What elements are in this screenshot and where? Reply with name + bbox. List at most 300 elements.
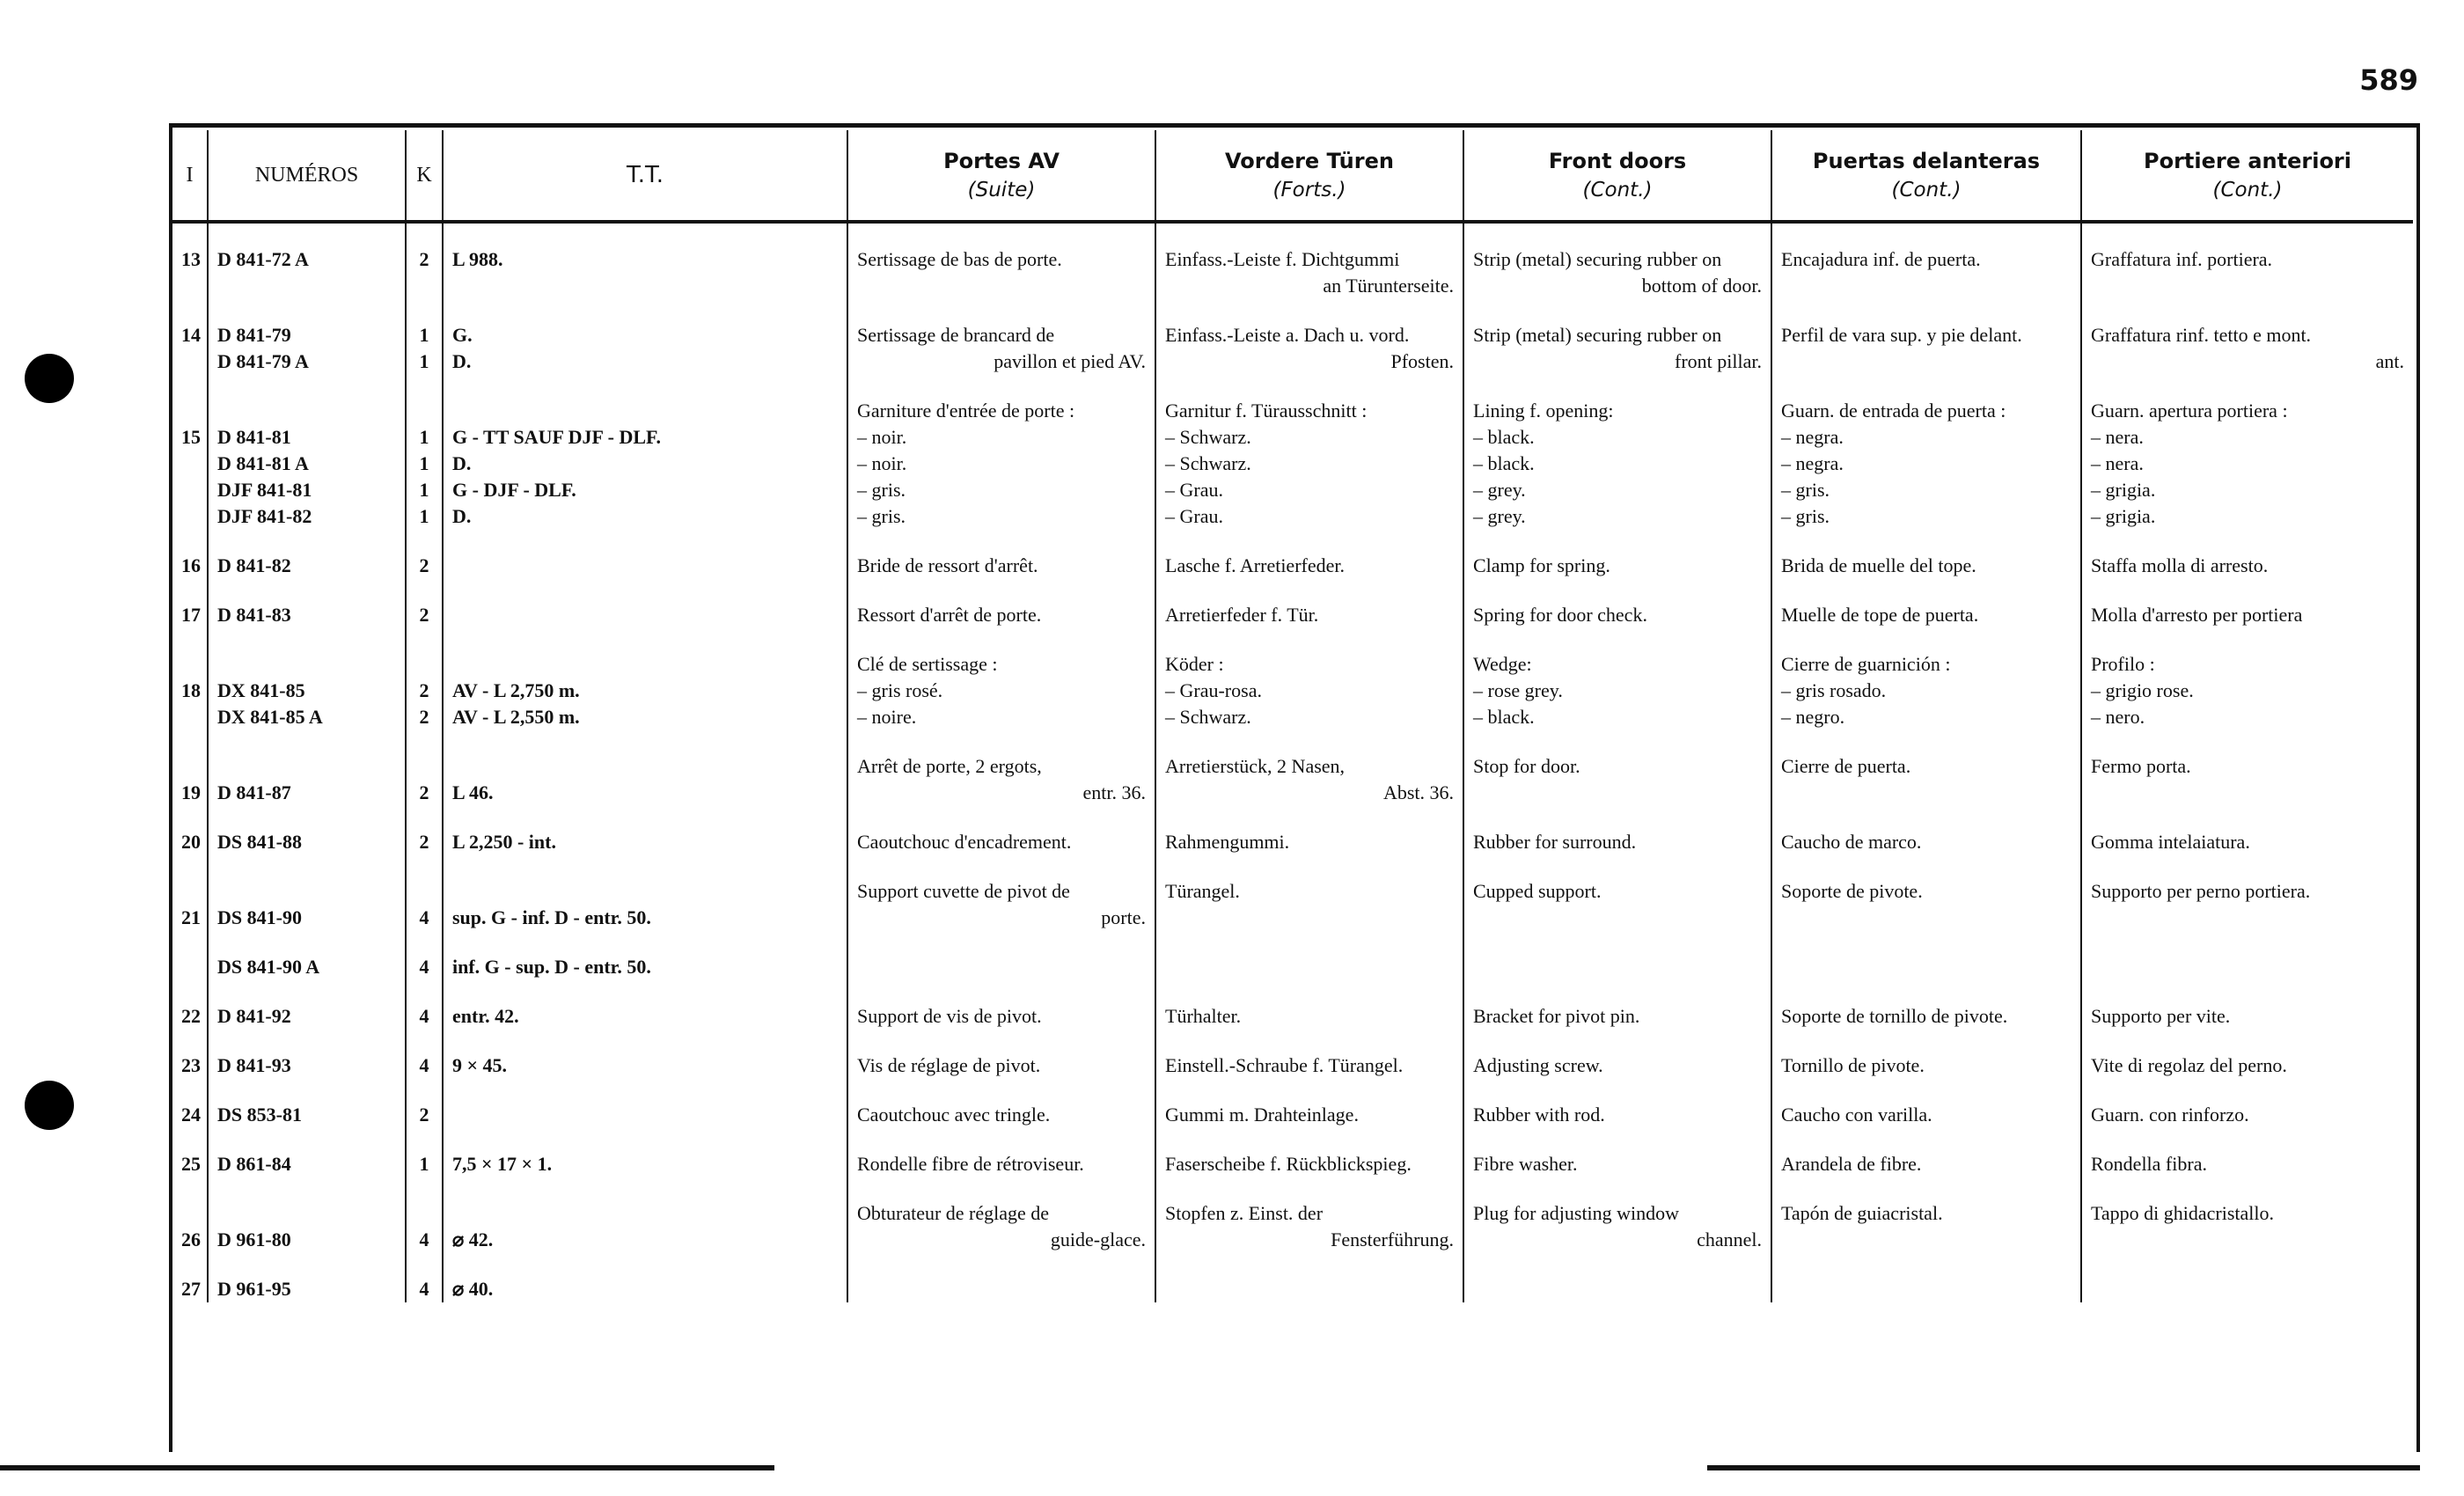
spacer-cell: [172, 1253, 208, 1276]
description-line-es: Encajadura inf. de puerta.: [1781, 248, 1981, 270]
description-line-es: – gris.: [1781, 479, 1830, 501]
page-number: 589: [2359, 63, 2418, 97]
spacer-cell: [406, 1079, 443, 1102]
blank-line: [452, 398, 838, 424]
row-spacer: [172, 579, 2413, 602]
description-line-it: Supporto per perno portiera.: [2091, 880, 2311, 902]
part-number: D 841-81: [217, 426, 291, 448]
quantity-cell: [406, 829, 443, 855]
spacer-cell: [1155, 1253, 1463, 1276]
description-en: [1463, 651, 1771, 730]
description-fr: [847, 398, 1155, 530]
quantity-cell: [406, 753, 443, 806]
quantity-cell: [406, 553, 443, 579]
part-number: D 841-79 A: [217, 350, 309, 372]
spacer-cell: [1463, 375, 1771, 398]
description-line-es: Muelle de tope de puerta.: [1781, 604, 1979, 626]
spacer-cell: [406, 530, 443, 553]
type-value: G - DJF - DLF.: [452, 479, 576, 501]
description-line-de: Abst. 36.: [1382, 781, 1454, 803]
description-line-en: – black.: [1473, 426, 1535, 448]
description-line-fr: – noire.: [857, 706, 917, 728]
spacer-cell: [847, 628, 1155, 651]
spacer-cell: [1771, 855, 2081, 878]
quantity-value: 4: [419, 1054, 429, 1076]
part-number: D 841-92: [217, 1005, 291, 1027]
spacer-cell: [208, 1128, 406, 1151]
row-spacer: [172, 806, 2413, 829]
quantity-cell: [406, 1151, 443, 1177]
part-number-cell: [208, 878, 406, 931]
spacer-cell: [1771, 1253, 2081, 1276]
spacer-cell: [1463, 628, 1771, 651]
row-spacer: [172, 299, 2413, 322]
spacer-cell: [1463, 730, 1771, 753]
description-es: [1771, 878, 2081, 931]
type-cell: [443, 602, 847, 628]
row-index-value: 20: [181, 831, 201, 853]
description-line-es: Cierre de guarnición :: [1781, 653, 1951, 675]
quantity-value: 1: [419, 350, 429, 372]
quantity-value: 2: [419, 248, 429, 270]
description-line-it: Fermo porta.: [2091, 755, 2191, 777]
spacer-cell: [1155, 628, 1463, 651]
header-lang-de: [1155, 130, 1463, 222]
description-line-de: Garnitur f. Türausschnitt :: [1165, 400, 1368, 422]
spacer-cell: [847, 931, 1155, 954]
description-line-de: Türhalter.: [1165, 1005, 1242, 1027]
header-lang-it-title: Portiere anteriori: [2143, 149, 2351, 173]
spacer-cell: [443, 222, 847, 246]
row-index: [172, 322, 208, 375]
description-it: [2081, 1276, 2413, 1302]
spacer-cell: [172, 628, 208, 651]
spacer-cell: [208, 806, 406, 829]
blank-line: [452, 753, 838, 780]
spacer-cell: [1463, 1030, 1771, 1052]
spacer-cell: [208, 1253, 406, 1276]
description-fr: [847, 651, 1155, 730]
spacer-cell: [1771, 980, 2081, 1003]
header-lang-es-sub: (Cont.): [1891, 179, 1962, 202]
description-fr: [847, 1102, 1155, 1128]
spacer-cell: [1155, 1030, 1463, 1052]
description-fr: [847, 1200, 1155, 1253]
description-de: [1155, 1102, 1463, 1128]
description-en: [1463, 878, 1771, 931]
spacer-cell: [2081, 730, 2413, 753]
description-line-en: Rubber for surround.: [1473, 831, 1637, 853]
description-line-it: Molla d'arresto per portiera: [2091, 604, 2303, 626]
part-number-cell: [208, 1003, 406, 1030]
row-index: [172, 1052, 208, 1079]
description-line-en: Plug for adjusting window: [1473, 1202, 1680, 1224]
part-number: D 961-80: [217, 1228, 291, 1250]
description-line-fr: – noir.: [857, 452, 907, 474]
description-line-de: Einstell.-Schraube f. Türangel.: [1165, 1054, 1404, 1076]
description-es: [1771, 1102, 2081, 1128]
description-line-en: Stop for door.: [1473, 755, 1580, 777]
description-es: [1771, 1200, 2081, 1253]
part-number: D 841-87: [217, 781, 291, 803]
spacer-cell: [1463, 980, 1771, 1003]
part-number-cell: [208, 954, 406, 980]
description-line-en: Bracket for pivot pin.: [1473, 1005, 1640, 1027]
description-line-es: Brida de muelle del tope.: [1781, 554, 1976, 576]
row-index: [172, 829, 208, 855]
blank-line: [217, 398, 396, 424]
header-lang-it-sub: (Cont.): [2212, 179, 2283, 202]
description-line-de: Arretierfeder f. Tür.: [1165, 604, 1319, 626]
part-number-cell: [208, 1200, 406, 1253]
description-line-fr: – noir.: [857, 426, 907, 448]
spacer-cell: [1771, 375, 2081, 398]
type-cell: [443, 1200, 847, 1253]
type-value: L 2,250 - int.: [452, 831, 556, 853]
parts-catalog-table: [172, 130, 2413, 1302]
part-number: DX 841-85: [217, 679, 305, 701]
catalog-body: [172, 222, 2413, 1302]
spacer-cell: [1155, 855, 1463, 878]
description-en: [1463, 1276, 1771, 1302]
description-es: [1771, 651, 2081, 730]
description-de: [1155, 878, 1463, 931]
header-tt: T.T.: [443, 130, 847, 222]
row-index-value: 15: [181, 426, 201, 448]
spacer-cell: [1463, 530, 1771, 553]
description-de: [1155, 602, 1463, 628]
spacer-cell: [172, 730, 208, 753]
description-fr: [847, 753, 1155, 806]
description-fr: [847, 1052, 1155, 1079]
quantity-value: 1: [419, 505, 429, 527]
quantity-cell: [406, 1276, 443, 1302]
spacer-cell: [1771, 579, 2081, 602]
description-line-it: Staffa molla di arresto.: [2091, 554, 2269, 576]
spacer-cell: [172, 1177, 208, 1200]
spacer-cell: [1155, 222, 1463, 246]
type-value: D.: [452, 350, 472, 372]
description-fr: [847, 878, 1155, 931]
description-line-de: Faserscheibe f. Rückblickspieg.: [1165, 1153, 1412, 1175]
description-de: [1155, 1276, 1463, 1302]
description-fr: [847, 1276, 1155, 1302]
description-line-fr: – gris.: [857, 479, 906, 501]
description-line-es: Tapón de guiacristal.: [1781, 1202, 1943, 1224]
description-line-fr: Support cuvette de pivot de: [857, 880, 1070, 902]
description-line-en: Fibre washer.: [1473, 1153, 1578, 1175]
description-line-en: Cupped support.: [1473, 880, 1602, 902]
description-de: [1155, 322, 1463, 375]
type-cell: [443, 1276, 847, 1302]
row-spacer: [172, 730, 2413, 753]
description-line-fr: Garniture d'entrée de porte :: [857, 400, 1075, 422]
spacer-cell: [1155, 579, 1463, 602]
spacer-cell: [406, 299, 443, 322]
type-cell: [443, 1003, 847, 1030]
row-index-value: 24: [181, 1104, 201, 1126]
quantity-cell: [406, 651, 443, 730]
spacer-cell: [172, 1079, 208, 1102]
row-spacer: [172, 530, 2413, 553]
description-line-es: Perfil de vara sup. y pie delant.: [1781, 324, 2022, 346]
part-number: D 841-83: [217, 604, 291, 626]
description-line-es: – negro.: [1781, 706, 1845, 728]
spacer-cell: [443, 530, 847, 553]
row-spacer: [172, 1128, 2413, 1151]
description-es: [1771, 1003, 2081, 1030]
row-index: [172, 1151, 208, 1177]
description-line-fr: Ressort d'arrêt de porte.: [857, 604, 1042, 626]
spacer-cell: [443, 806, 847, 829]
header-lang-de-sub: (Forts.): [1272, 179, 1346, 202]
quantity-cell: [406, 602, 443, 628]
spacer-cell: [2081, 375, 2413, 398]
description-it: [2081, 1151, 2413, 1177]
description-line-en: Strip (metal) securing rubber on: [1473, 248, 1722, 270]
description-es: [1771, 602, 2081, 628]
table-row: [172, 1200, 2413, 1253]
spacer-cell: [847, 1079, 1155, 1102]
table-row: [172, 651, 2413, 730]
description-fr: [847, 246, 1155, 299]
spacer-cell: [172, 931, 208, 954]
part-number: D 961-95: [217, 1278, 291, 1300]
type-cell: [443, 753, 847, 806]
spacer-cell: [443, 579, 847, 602]
spacer-cell: [2081, 931, 2413, 954]
spacer-cell: [2081, 1128, 2413, 1151]
row-index: [172, 602, 208, 628]
description-en: [1463, 322, 1771, 375]
part-number: D 841-79: [217, 324, 291, 346]
description-line-de: Einfass.-Leiste f. Dichtgummi: [1165, 248, 1400, 270]
blank-line: [181, 878, 198, 905]
row-index-value: 23: [181, 1054, 201, 1076]
description-es: [1771, 753, 2081, 806]
row-index: [172, 1200, 208, 1253]
spacer-cell: [1155, 1128, 1463, 1151]
spacer-cell: [208, 375, 406, 398]
type-value: AV - L 2,550 m.: [452, 706, 580, 728]
description-line-it: – nera.: [2091, 452, 2144, 474]
spacer-cell: [1463, 806, 1771, 829]
part-number-cell: [208, 246, 406, 299]
part-number-cell: [208, 602, 406, 628]
part-number-cell: [208, 1276, 406, 1302]
type-cell: [443, 1052, 847, 1079]
blank-line: [415, 753, 433, 780]
description-es: [1771, 954, 2081, 980]
description-es: [1771, 246, 2081, 299]
spacer-cell: [1771, 530, 2081, 553]
spacer-cell: [172, 299, 208, 322]
description-line-de: Fensterführung.: [1331, 1228, 1454, 1250]
row-index-value: 13: [181, 248, 201, 270]
quantity-value: 1: [419, 1153, 429, 1175]
blank-line: [181, 753, 198, 780]
spacer-cell: [406, 1128, 443, 1151]
row-spacer: [172, 1177, 2413, 1200]
spacer-cell: [2081, 1253, 2413, 1276]
description-en: [1463, 398, 1771, 530]
table-row: [172, 553, 2413, 579]
table-row: [172, 1003, 2413, 1030]
table-row: [172, 1276, 2413, 1302]
header-lang-en-sub: (Cont.): [1582, 179, 1653, 202]
spacer-cell: [208, 855, 406, 878]
description-it: [2081, 753, 2413, 806]
type-value: AV - L 2,750 m.: [452, 679, 580, 701]
spacer-cell: [1463, 299, 1771, 322]
spacer-cell: [1771, 730, 2081, 753]
spacer-cell: [2081, 222, 2413, 246]
row-spacer: [172, 980, 2413, 1003]
spacer-cell: [847, 980, 1155, 1003]
spacer-cell: [1463, 855, 1771, 878]
binding-hole-top: [25, 354, 74, 403]
type-value: entr. 42.: [452, 1005, 519, 1027]
spacer-cell: [406, 628, 443, 651]
table-row: [172, 829, 2413, 855]
spacer-cell: [406, 980, 443, 1003]
description-line-en: Adjusting screw.: [1473, 1054, 1603, 1076]
quantity-cell: [406, 954, 443, 980]
spacer-cell: [1155, 931, 1463, 954]
description-de: [1155, 246, 1463, 299]
row-index-value: 14: [181, 324, 201, 346]
description-line-it: Supporto per vite.: [2091, 1005, 2231, 1027]
description-line-de: Pfosten.: [1390, 350, 1454, 372]
quantity-cell: [406, 246, 443, 299]
spacer-cell: [172, 855, 208, 878]
spacer-cell: [172, 980, 208, 1003]
description-en: [1463, 1200, 1771, 1253]
spacer-cell: [443, 1128, 847, 1151]
spacer-cell: [1155, 375, 1463, 398]
spacer-cell: [443, 1079, 847, 1102]
blank-line: [217, 651, 396, 678]
header-lang-fr-sub: (Suite): [967, 179, 1036, 202]
description-it: [2081, 602, 2413, 628]
spacer-cell: [2081, 855, 2413, 878]
quantity-value: 2: [419, 781, 429, 803]
row-spacer: [172, 628, 2413, 651]
description-line-fr: entr. 36.: [1082, 781, 1146, 803]
quantity-value: 1: [419, 479, 429, 501]
table-row: [172, 1052, 2413, 1079]
description-de: [1155, 651, 1463, 730]
spacer-cell: [406, 931, 443, 954]
row-index: [172, 246, 208, 299]
table-row: [172, 246, 2413, 299]
spacer-cell: [406, 806, 443, 829]
spacer-cell: [2081, 299, 2413, 322]
spacer-cell: [847, 299, 1155, 322]
quantity-value: 4: [419, 906, 429, 928]
blank-line: [217, 1200, 396, 1227]
description-line-it: Guarn. con rinforzo.: [2091, 1104, 2249, 1126]
spacer-cell: [208, 579, 406, 602]
spacer-cell: [1771, 1177, 2081, 1200]
description-fr: [847, 1003, 1155, 1030]
part-number: DS 841-90 A: [217, 956, 320, 978]
quantity-value: 4: [419, 956, 429, 978]
description-line-es: – negra.: [1781, 426, 1844, 448]
description-line-it: – nero.: [2091, 706, 2145, 728]
spacer-cell: [1463, 579, 1771, 602]
spacer-cell: [443, 730, 847, 753]
type-cell: [443, 246, 847, 299]
description-line-de: Einfass.-Leiste a. Dach u. vord.: [1165, 324, 1410, 346]
description-line-en: Clamp for spring.: [1473, 554, 1610, 576]
part-number-cell: [208, 398, 406, 530]
blank-line: [181, 651, 198, 678]
spacer-cell: [208, 530, 406, 553]
row-index-value: 22: [181, 1005, 201, 1027]
description-line-de: Köder :: [1165, 653, 1224, 675]
blank-line: [415, 398, 433, 424]
quantity-value: 2: [419, 604, 429, 626]
description-line-fr: Sertissage de bas de porte.: [857, 248, 1062, 270]
description-es: [1771, 322, 2081, 375]
spacer-cell: [443, 1030, 847, 1052]
type-value: G - TT SAUF DJF - DLF.: [452, 426, 661, 448]
row-spacer: [172, 931, 2413, 954]
quantity-cell: [406, 1200, 443, 1253]
blank-line: [217, 753, 396, 780]
spacer-cell: [1463, 222, 1771, 246]
spacer-cell: [1771, 931, 2081, 954]
table-row: [172, 602, 2413, 628]
spacer-cell: [847, 375, 1155, 398]
spacer-cell: [172, 1128, 208, 1151]
spacer-cell: [443, 980, 847, 1003]
spacer-cell: [443, 299, 847, 322]
description-line-es: Soporte de tornillo de pivote.: [1781, 1005, 2008, 1027]
blank-line: [415, 651, 433, 678]
description-line-es: Tornillo de pivote.: [1781, 1054, 1925, 1076]
spacer-cell: [1771, 806, 2081, 829]
type-value: sup. G - inf. D - entr. 50.: [452, 906, 651, 928]
spacer-cell: [208, 931, 406, 954]
quantity-value: 2: [419, 554, 429, 576]
spacer-cell: [1771, 1128, 2081, 1151]
part-number-cell: [208, 1102, 406, 1128]
description-line-it: Rondella fibra.: [2091, 1153, 2207, 1175]
table-row: [172, 753, 2413, 806]
description-line-fr: Obturateur de réglage de: [857, 1202, 1050, 1224]
spacer-cell: [172, 806, 208, 829]
row-index-value: 16: [181, 554, 201, 576]
spacer-cell: [1771, 222, 2081, 246]
description-en: [1463, 1102, 1771, 1128]
spacer-cell: [1463, 1128, 1771, 1151]
description-en: [1463, 553, 1771, 579]
type-cell: [443, 954, 847, 980]
type-cell: [443, 1102, 847, 1128]
spacer-cell: [208, 1079, 406, 1102]
spacer-cell: [406, 730, 443, 753]
description-es: [1771, 553, 2081, 579]
table-row: [172, 1151, 2413, 1177]
description-it: [2081, 878, 2413, 931]
quantity-value: 2: [419, 706, 429, 728]
description-line-fr: Caoutchouc avec tringle.: [857, 1104, 1051, 1126]
spacer-cell: [208, 980, 406, 1003]
spacer-cell: [1463, 931, 1771, 954]
row-index: [172, 753, 208, 806]
